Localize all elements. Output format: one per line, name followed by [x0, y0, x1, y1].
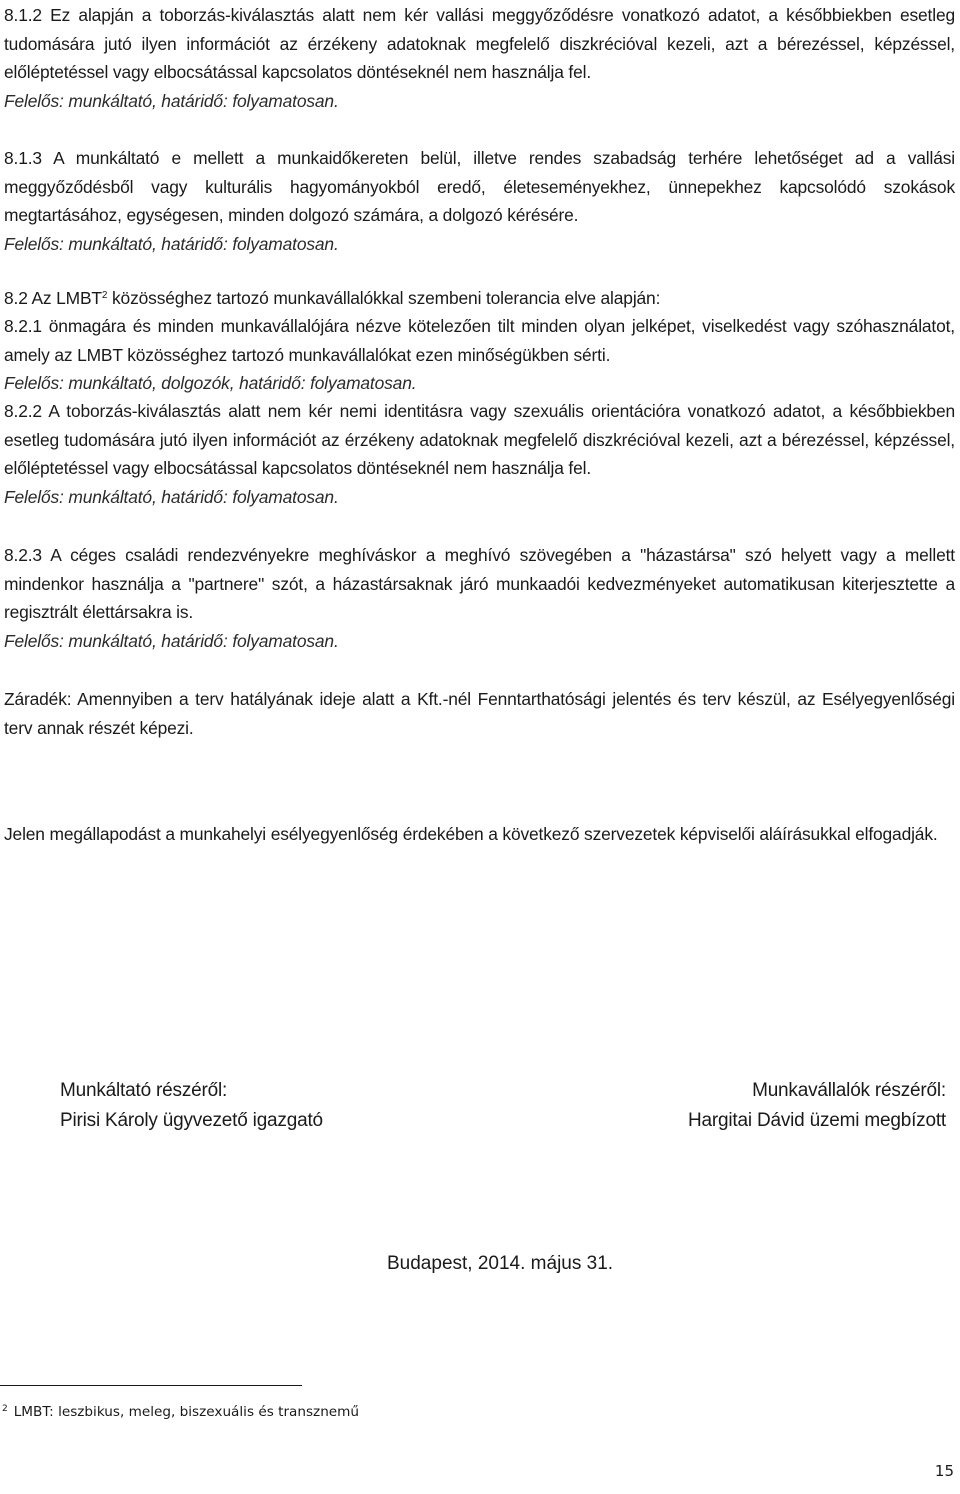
- employees-label: Munkavállalók részéről:: [752, 1080, 946, 1101]
- paragraph-text: 8.2.2 A toborzás-kiválasztás alatt nem kér nemi identitásra vagy szexuális orientációra vonatkozó adatot, a későbbiekben esetleg tudomására jutó ilyen információt az érzékeny adatoknak megfelelő diszkrécióval kezeli, azt a bérezéssel, képzéssel, előléptetéssel vagy elbocsátással kapcsolatos döntéseknél nem használja fel.: [4, 401, 955, 479]
- clause-text: Záradék: Amennyiben a terv hatályának ideje alatt a Kft.-nél Fenntarthatósági jelentés és terv készül, az Esélyegyenlőségi terv annak részét képezi.: [4, 689, 955, 738]
- employer-label: Munkáltató részéről:: [60, 1080, 228, 1101]
- responsible-note: Felelős: munkáltató, dolgozók, határidő: folyamatosan.: [4, 373, 417, 394]
- paragraph-8-1-3: [4, 144, 955, 258]
- employees-signature-block: [688, 1076, 946, 1136]
- agreement-text: Jelen megállapodást a munkahelyi esélyegyenlőség érdekében a következő szervezetek képviselői aláírásukkal elfogadják.: [4, 824, 938, 844]
- paragraph-text-after: közösséghez tartozó munkavállalókkal szembeni tolerancia elve alapján:: [107, 288, 661, 308]
- responsible-note: Felelős: munkáltató, határidő: folyamatosan.: [4, 90, 339, 111]
- paragraph-text: 8.2.1 önmagára és minden munkavállalójára nézve kötelezően tilt minden olyan jelképet, viselkedést vagy szóhasználatot, amely az LMBT közösséghez tartozó munkavállalókat ezen minőségükben sérti.: [4, 316, 955, 365]
- paragraph-8-1-2: [4, 1, 955, 115]
- footnote-reference: 2: [101, 290, 108, 301]
- page-number: 15: [934, 1462, 954, 1480]
- responsible-note: Felelős: munkáltató, határidő: folyamatosan.: [4, 630, 339, 651]
- paragraph-text: 8.2.3 A céges családi rendezvényekre meghíváskor a meghívó szövegében a "házastársa" szó helyett vagy a mellett mindenkor használja a "partnere" szót, a házastársaknak járó munkaadói kedvezményeket automatikusan kiterjesztette a regisztrált élettársakra is.: [4, 545, 955, 623]
- responsible-note: Felelős: munkáltató, határidő: folyamatosan.: [4, 233, 339, 254]
- footnote: [2, 1400, 359, 1424]
- employees-name: Hargitai Dávid üzemi megbízott: [688, 1110, 946, 1131]
- paragraph-text-before: 8.2 Az LMBT: [4, 288, 102, 308]
- paragraph-text: 8.1.2 Ez alapján a toborzás-kiválasztás alatt nem kér vallási meggyőződésre vonatkozó adatot, a későbbiekben esetleg tudomására jutó ilyen információt az érzékeny adatoknak megfelelő diszkrécióval kezeli, azt a bérezéssel, képzéssel, előléptetéssel vagy elbocsátással kapcsolatos döntéseknél nem használja fel.: [4, 5, 955, 83]
- footnote-text: LMBT: leszbikus, meleg, biszexuális és transznemű: [13, 1404, 360, 1420]
- paragraph-8-2-1: [4, 312, 955, 398]
- paragraph-text: 8.1.3 A munkáltató e mellett a munkaidőkereten belül, illetve rendes szabadság terhére lehetőséget ad a vallási meggyőződésből vagy kulturális hagyományokból eredő, életeseményekhez, ünnepekhez kapcsolódó szokások megtartásához, egységesen, minden dolgozó számára, a dolgozó kérésére.: [4, 148, 955, 226]
- responsible-note: Felelős: munkáltató, határidő: folyamatosan.: [4, 486, 339, 507]
- employer-signature-block: [60, 1076, 323, 1136]
- clause-paragraph: [4, 685, 955, 742]
- paragraph-8-2-2: [4, 397, 955, 511]
- footnote-separator: [0, 1385, 302, 1386]
- employer-name: Pirisi Károly ügyvezető igazgató: [60, 1110, 323, 1131]
- place-and-date: Budapest, 2014. május 31.: [387, 1253, 614, 1274]
- paragraph-8-2: [4, 284, 955, 313]
- paragraph-8-2-3: [4, 541, 955, 655]
- agreement-paragraph: [4, 820, 955, 849]
- footnote-number: 2: [2, 1404, 8, 1414]
